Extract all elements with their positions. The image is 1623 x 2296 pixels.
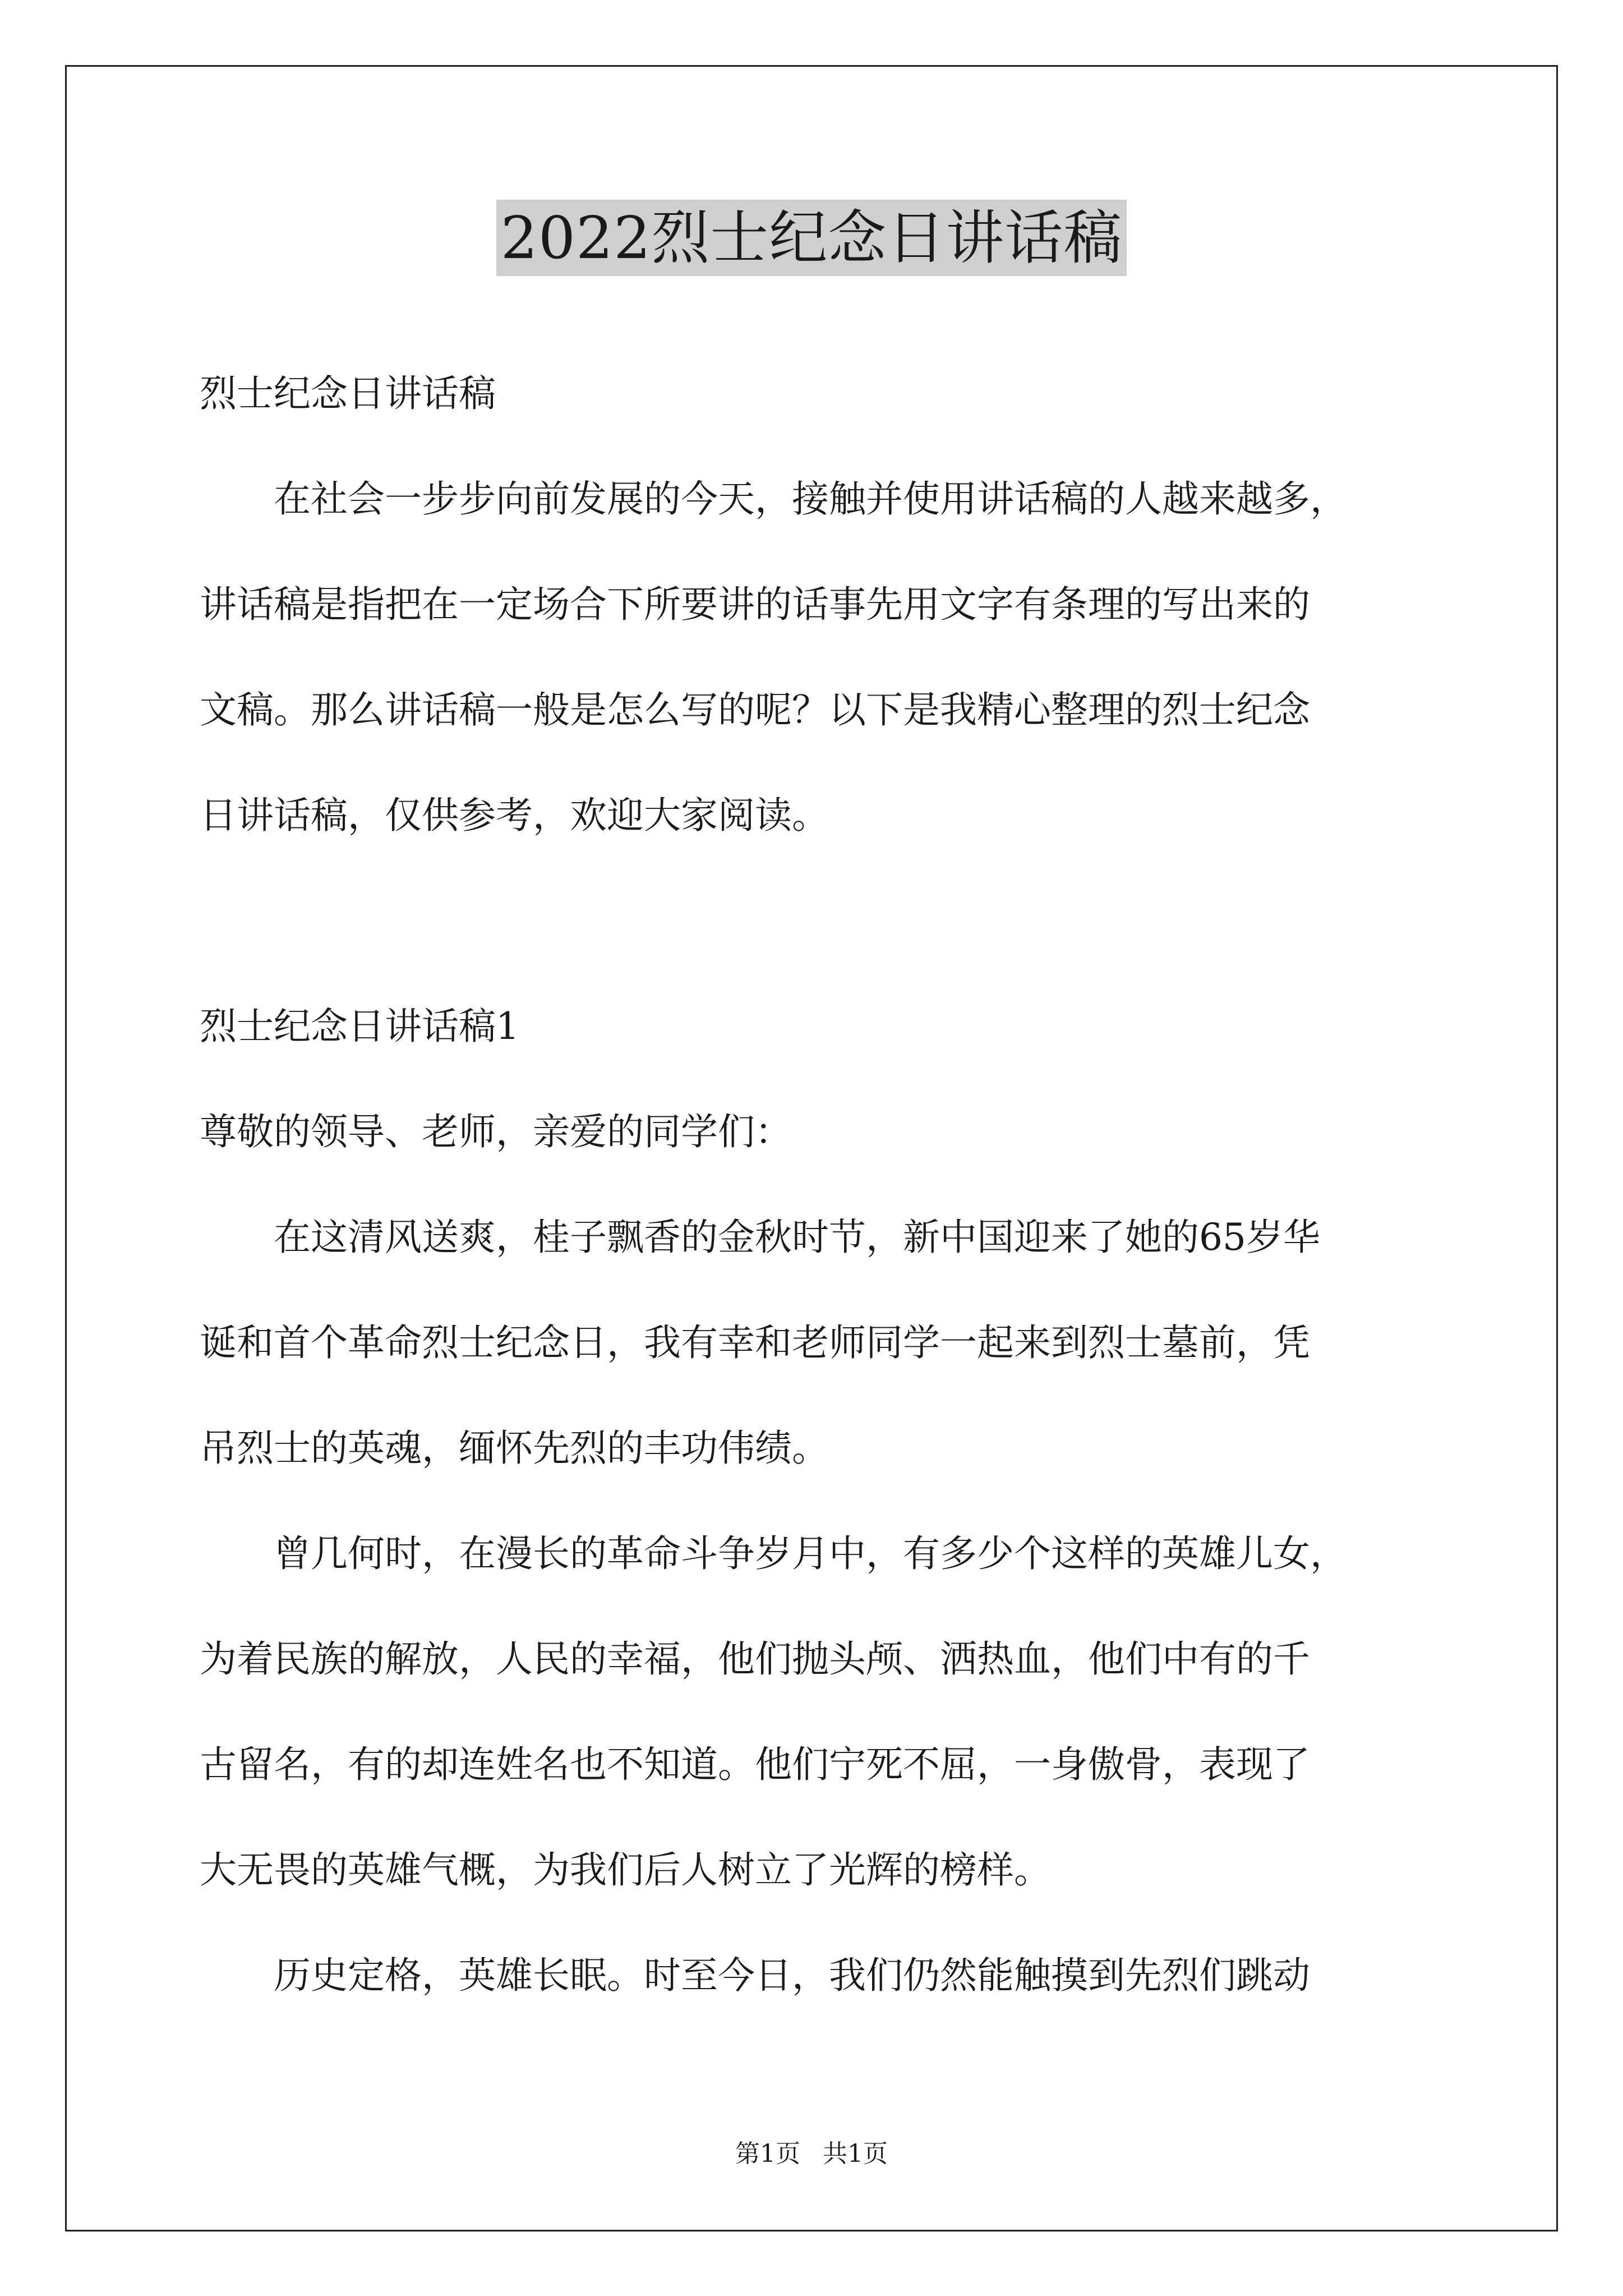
document-title: 2022烈士纪念日讲话稿 (496, 200, 1127, 276)
body-line: 为着民族的解放，人民的幸福，他们抛头颅、洒热血，他们中有的千 (200, 1637, 1310, 1681)
body-line: 曾几何时，在漫长的革命斗争岁月中，有多少个这样的英雄儿女， (274, 1532, 1347, 1575)
document-body (200, 341, 1433, 2028)
body-line: 古留名，有的却连姓名也不知道。他们宁死不屈，一身傲骨，表现了 (200, 1743, 1310, 1786)
title-container (0, 200, 1623, 276)
page-number: 第1页 (735, 2139, 800, 2168)
body-line: 讲话稿是指把在一定场合下所要讲的话事先用文字有条理的写出来的 (200, 583, 1310, 626)
body-line: 诞和首个革命烈士纪念日，我有幸和老师同学一起来到烈士墓前，凭 (200, 1321, 1310, 1364)
body-line: 日讲话稿，仅供参考，欢迎大家阅读。 (200, 794, 829, 837)
paragraph-gap (200, 868, 1433, 974)
body-line: 吊烈士的英魂，缅怀先烈的丰功伟绩。 (200, 1427, 829, 1470)
body-line: 在这清风送爽，桂子飘香的金秋时节，新中国迎来了她的65岁华 (274, 1216, 1320, 1259)
body-line: 历史定格，英雄长眠。时至今日，我们仍然能触摸到先烈们跳动 (274, 1954, 1310, 1997)
page-total: 共1页 (823, 2139, 888, 2168)
body-line: 大无畏的英雄气概，为我们后人树立了光辉的榜样。 (200, 1848, 1051, 1892)
salutation: 尊敬的领导、老师，亲爱的同学们： (200, 1110, 792, 1153)
body-line: 在社会一步步向前发展的今天，接触并使用讲话稿的人越来越多， (274, 477, 1347, 521)
section-heading: 烈士纪念日讲话稿1 (200, 1005, 519, 1048)
body-line: 烈士纪念日讲话稿 (200, 372, 496, 415)
body-line: 文稿。那么讲话稿一般是怎么写的呢？以下是我精心整理的烈士纪念 (200, 688, 1310, 731)
page-footer (0, 2137, 1623, 2171)
